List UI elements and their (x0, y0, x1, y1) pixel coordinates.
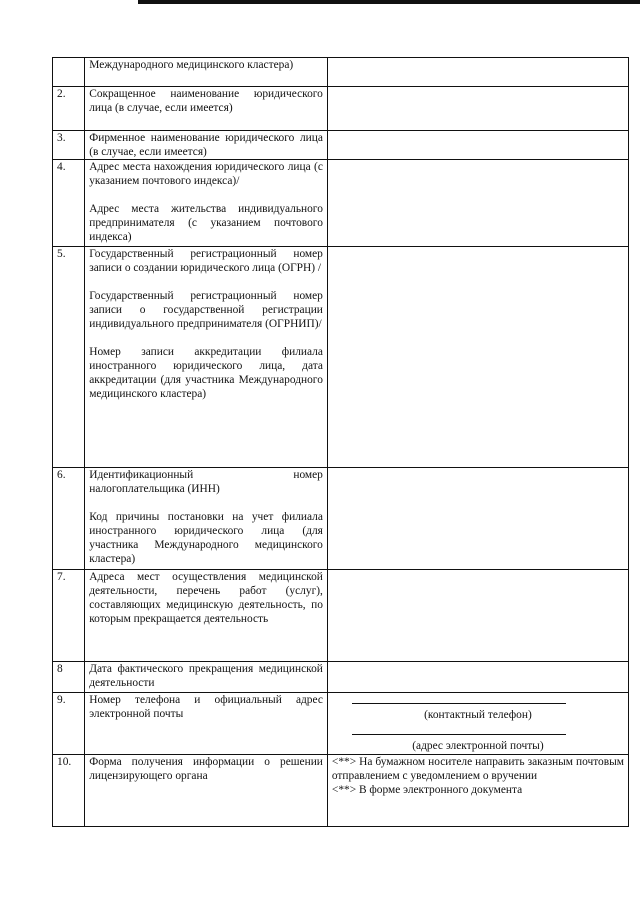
row-label (85, 693, 328, 755)
table-row (53, 87, 629, 131)
label-paragraph: Адреса мест осуществления медицинской деятельности, перечень работ (услуг), составляющих медицинскую деятельность, по которым прекращается деятельность (89, 571, 323, 625)
table-row (53, 160, 629, 247)
table-row (53, 693, 629, 755)
row-value-field[interactable] (327, 247, 628, 468)
label-paragraph: Государственный регистрационный номер записи о создании юридического лица (ОГРН) / (89, 248, 323, 274)
table-row (53, 755, 629, 827)
label-paragraph: Номер записи аккредитации филиала иностранного юридического лица, дата аккредитации (для участника Международного медицинского кластера) (89, 346, 323, 400)
row-value-field[interactable] (327, 570, 628, 662)
label-paragraph: Форма получения информации о решении лицензирующего органа (89, 756, 323, 782)
table-row (53, 247, 629, 468)
table-row (53, 468, 629, 570)
application-form-table (52, 57, 629, 827)
row-label (85, 570, 328, 662)
row-number: 10. (53, 755, 85, 827)
label-paragraph: Фирменное наименование юридического лица (в случае, если имеется) (89, 132, 323, 158)
row-value-field[interactable] (327, 468, 628, 570)
email-line[interactable] (352, 734, 566, 735)
row-value-field[interactable] (327, 131, 628, 160)
row-number: 2. (53, 87, 85, 131)
row-label (85, 755, 328, 827)
table-row (53, 570, 629, 662)
row-number: 9. (53, 693, 85, 755)
row-value-field[interactable] (327, 662, 628, 693)
row-number: 3. (53, 131, 85, 160)
option-electronic[interactable]: <**> В форме электронного документа (331, 784, 523, 796)
label-paragraph: Сокращенное наименование юридического лица (в случае, если имеется) (89, 88, 323, 114)
label-paragraph: Номер телефона и официальный адрес электронной почты (89, 694, 323, 720)
email-caption: (адрес электронной почты) (412, 740, 544, 752)
row-value-field[interactable] (327, 160, 628, 247)
row-label (85, 662, 328, 693)
label-paragraph: Код причины постановки на учет филиала иностранного юридического лица (для участника Международного медицинского кластера) (89, 511, 323, 565)
option-paper[interactable]: <**> На бумажном носителе направить заказным почтовым отправлением с уведомлением о вручении (331, 756, 624, 782)
row-label (85, 160, 328, 247)
table-row (53, 131, 629, 160)
row-label (85, 58, 328, 87)
row-label (85, 131, 328, 160)
label-paragraph: Адрес места жительства индивидуального предпринимателя (с указанием почтового индекса) (89, 203, 323, 243)
row-number: 8 (53, 662, 85, 693)
phone-caption: (контактный телефон) (424, 709, 532, 721)
delivery-options-cell (327, 755, 628, 827)
table-row (53, 662, 629, 693)
label-paragraph: Международного медицинского кластера) (89, 59, 294, 71)
row-number: 4. (53, 160, 85, 247)
label-paragraph: Государственный регистрационный номер записи о государственной регистрации индивидуального предпринимателя (ОГРНИП)/ (89, 290, 323, 330)
row-number: 7. (53, 570, 85, 662)
row-number: 6. (53, 468, 85, 570)
row-number: 5. (53, 247, 85, 468)
contact-value-cell (327, 693, 628, 755)
row-value-field[interactable] (327, 87, 628, 131)
top-border-line (138, 0, 640, 4)
row-label (85, 87, 328, 131)
table-row (53, 58, 629, 87)
row-value-field[interactable] (327, 58, 628, 87)
row-number (53, 58, 85, 87)
label-paragraph: Дата фактического прекращения медицинской деятельности (89, 663, 323, 689)
row-label (85, 468, 328, 570)
phone-line[interactable] (352, 703, 566, 704)
label-paragraph: Адрес места нахождения юридического лица (с указанием почтового индекса)/ (89, 161, 323, 187)
label-paragraph: Идентификационный номер налогоплательщика (ИНН) (89, 469, 323, 495)
row-label (85, 247, 328, 468)
